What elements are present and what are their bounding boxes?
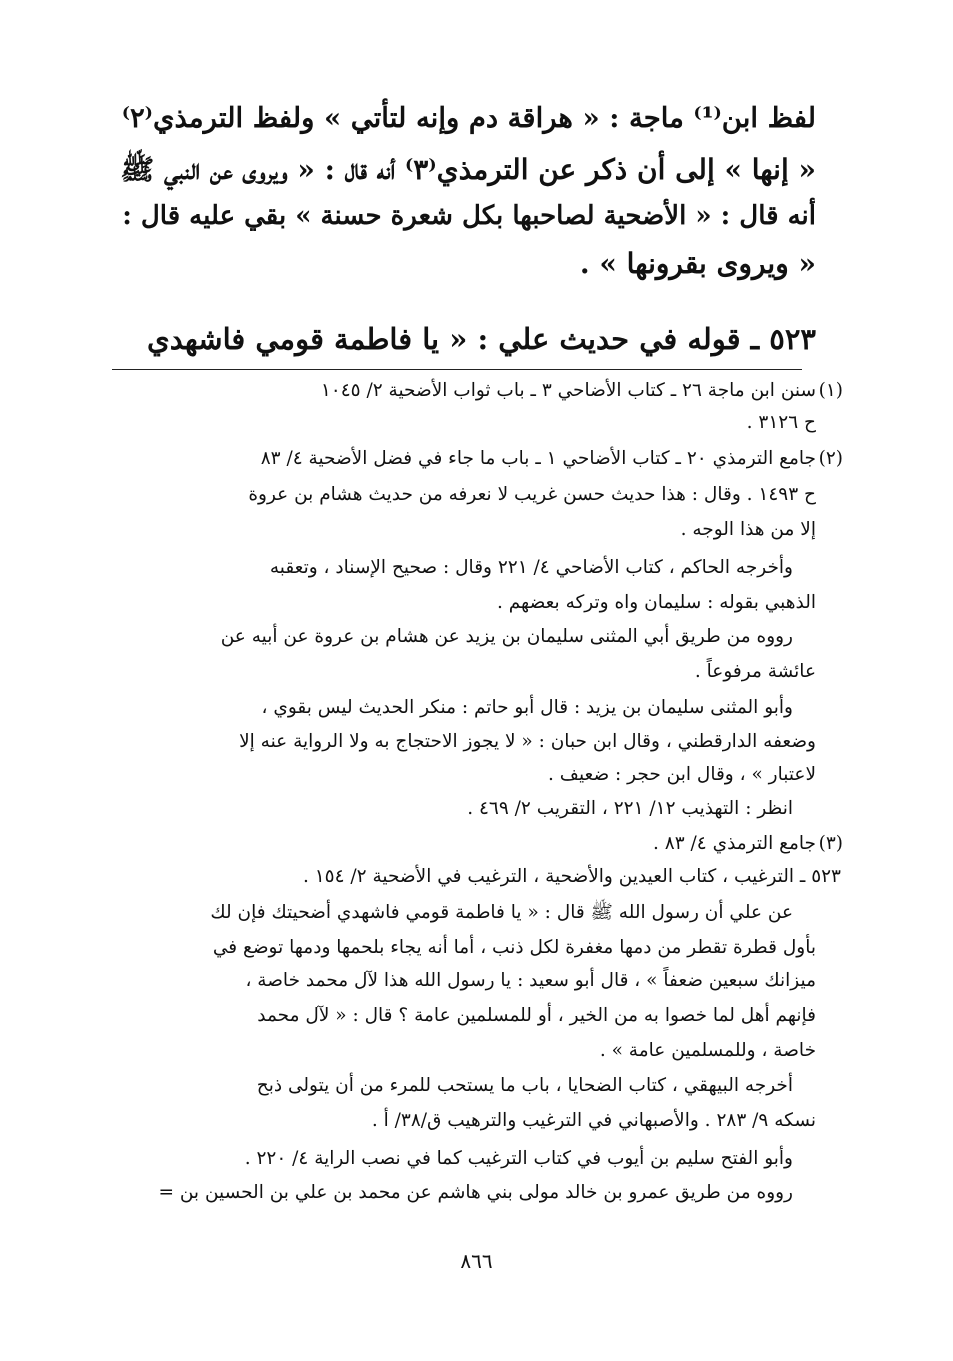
footnote-line: إلا من هذا الوجه . bbox=[680, 519, 816, 540]
footnote-line: نسكه ٩/ ٢٨٣ . والأصبهاني في الترغيب والترهيب ق/٣٨/ أ . bbox=[371, 1110, 816, 1131]
footnote-line: لاعتبار » ، وقال ابن حجر : ضعيف . bbox=[548, 764, 816, 785]
footnote-line: ميزانك سبعين ضعفاً » ، قال أبو سعيد : يا رسول الله هذا لآل محمد خاصة ، bbox=[245, 970, 816, 991]
footnote-line: سنن ابن ماجة ٢٦ ـ كتاب الأضاحي ٣ ـ باب ثواب الأضحية ٢/ ١٠٤٥ bbox=[320, 380, 816, 401]
main-text-line: « إنها » إلى أن ذكر عن الترمذي⁽٣⁾ أنه قال : « ويروى عن النبي ﷺ bbox=[120, 153, 816, 186]
footnote-line: أخرجه البيهقي ، كتاب الضحايا ، باب ما يستحب للمرء من أن يتولى ذبح bbox=[256, 1075, 793, 1096]
footnote-marker: (٢) bbox=[818, 448, 843, 469]
footnote-line: رووه من طريق عمرو بن خالد مولى بني هاشم عن محمد بن علي بن الحسين بن = bbox=[158, 1182, 793, 1203]
footnote-marker: (٣) bbox=[818, 833, 843, 854]
footnote-line: عائشة مرفوعاً . bbox=[694, 661, 816, 682]
footnote-line: انظر : التهذيب ١٢/ ٢٢١ ، التقريب ٢/ ٤٦٩ . bbox=[467, 798, 793, 819]
footnote-line: وضعفه الدارقطني ، وقال ابن حبان : « لا يجوز الاحتجاج به ولا الرواية عنه إلا bbox=[239, 731, 816, 752]
footnote-line: بأول قطرة تقطر من دمها مغفرة لكل ذنب ، أما أنه يجاء بلحمها ودمها توضع في bbox=[212, 937, 816, 958]
footnote-line: رووه من طريق أبي المثنى سليمان بن يزيد عن هشام بن عروة عن أبيه عن bbox=[220, 626, 793, 647]
footnote-line: وأخرجه الحاكم ، كتاب الأضاحي ٤/ ٢٢١ وقال : صحيح الإسناد ، وتعقبه bbox=[269, 557, 793, 578]
main-text-line: لفظ ابن⁽¹⁾ ماجة : « هراقة دم وإنه لتأتي » ولفظ الترمذي⁽٢⁾ bbox=[121, 102, 816, 134]
footnote-line: فإنهم أهل لما خصوا به من الخير ، أو للمسلمين عامة ؟ قال : « لآل محمد bbox=[257, 1005, 816, 1026]
footnote-line: ح ١٤٩٣ . وقال : هذا حديث حسن غريب لا نعرفه من حديث هشام بن عروة bbox=[248, 484, 816, 505]
footnote-line: جامع الترمذي ٢٠ ـ كتاب الأضاحي ١ ـ باب ما جاء في فضل الأضحية ٤/ ٨٣ bbox=[260, 448, 816, 469]
footnote-separator bbox=[112, 369, 802, 370]
main-text-line: أنه قال : « الأضحية لصاحبها بكل شعرة حسنة » بقي عليه قال : bbox=[122, 201, 816, 231]
main-text-line: « ويروى بقرونها » . bbox=[579, 247, 816, 280]
page-number: ٨٦٦ bbox=[460, 1249, 493, 1273]
footnote-line: الذهبي بقوله : سليمان واه وتركه بعضهم . bbox=[496, 592, 816, 613]
footnote-line: خاصة ، وللمسلمين عامة » . bbox=[599, 1040, 816, 1061]
section-heading: ٥٢٣ ـ قوله في حديث علي : « يا فاطمة قومي فاشهدي bbox=[147, 322, 816, 356]
footnote-line: ٥٢٣ ـ الترغيب ، كتاب العيدين والأضحية ، الترغيب في الأضحية ٢/ ١٥٤ . bbox=[302, 866, 841, 887]
footnote-line: وأبو الفتح سليم بن أيوب في كتاب الترغيب كما في نصب الراية ٤/ ٢٢٠ . bbox=[244, 1148, 793, 1169]
footnote-marker: (١) bbox=[818, 380, 843, 401]
footnote-line: وأبو المثنى سليمان بن يزيد : قال أبو حاتم : منكر الحديث ليس بقوي ، bbox=[261, 697, 793, 718]
footnote-line: عن علي أن رسول الله ﷺ قال : « يا فاطمة قومي فاشهدي أضحيتك فإن لك bbox=[210, 902, 793, 923]
footnote-line: ح ٣١٢٦ . bbox=[746, 412, 816, 433]
footnote-line: جامع الترمذي ٤/ ٨٣ . bbox=[653, 833, 816, 854]
